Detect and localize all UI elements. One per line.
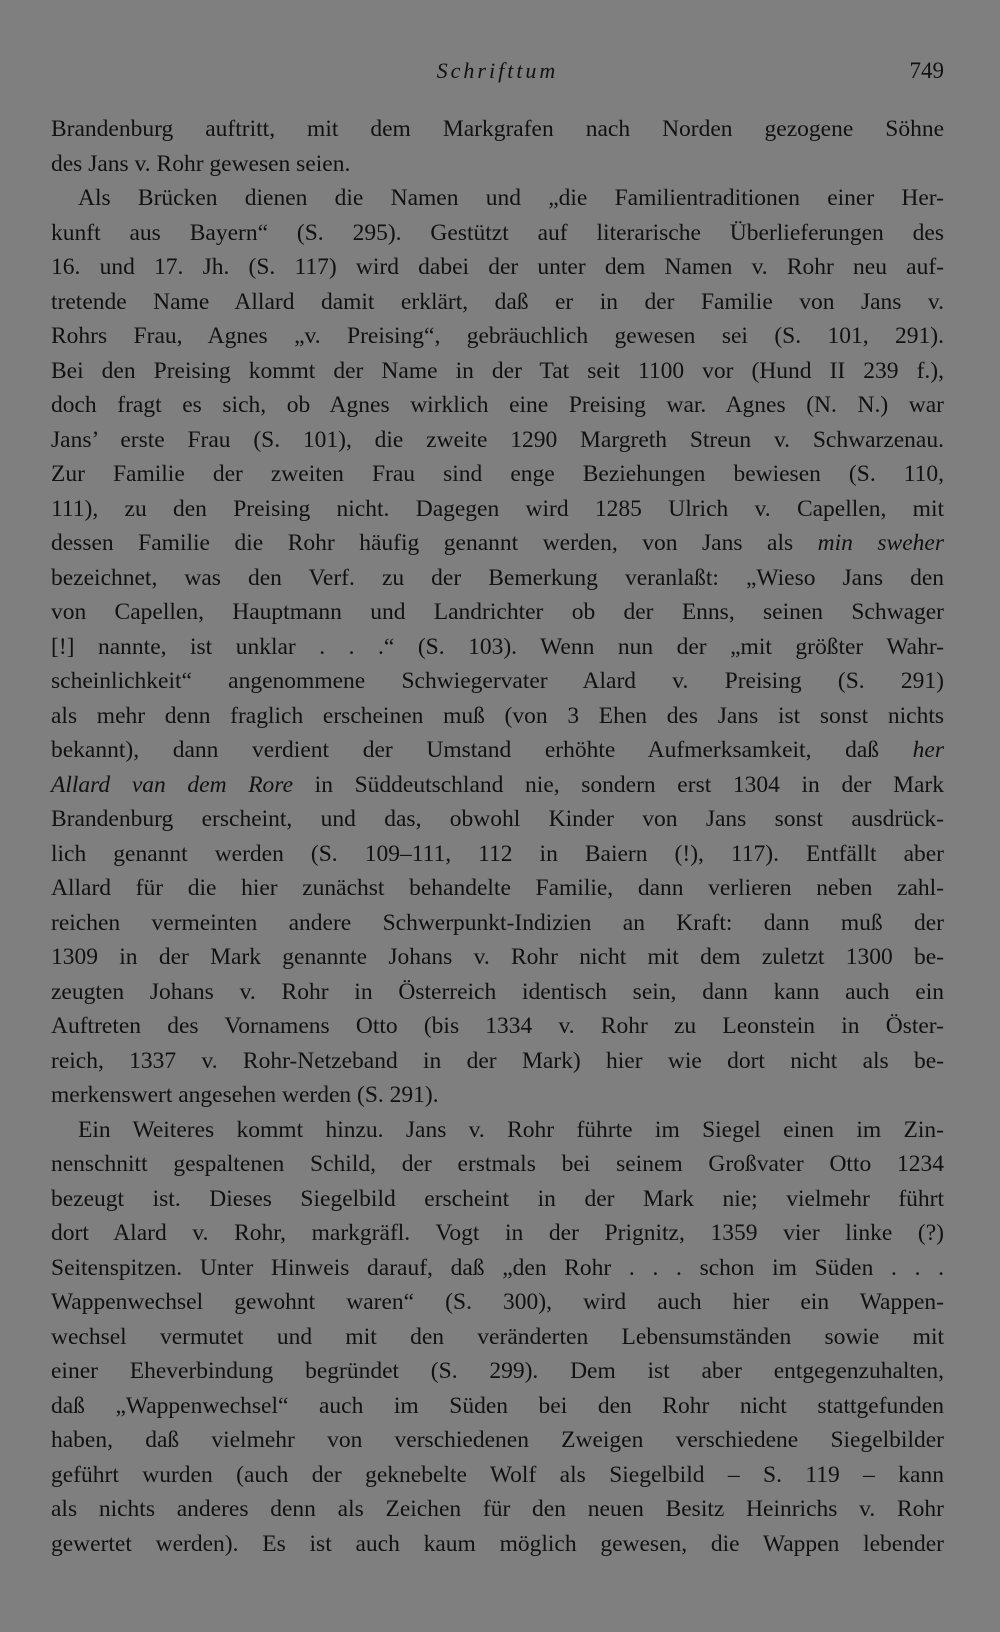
- text-line: wechsel vermutet und mit den veränderten Lebensumständen sowie mit: [51, 1323, 944, 1350]
- italic-segment: her: [912, 737, 944, 763]
- italic-segment: min sweher: [817, 530, 944, 556]
- text-line: merkenswert angesehen werden (S. 291).: [51, 1082, 439, 1108]
- text-line: zeugten Johans v. Rohr in Österreich identisch sein, dann kann auch ein: [51, 978, 944, 1005]
- text-line: bezeugt ist. Dieses Siegelbild erscheint in der Mark nie; vielmehr führt: [51, 1185, 944, 1212]
- text-line: reich, 1337 v. Rohr-Netzeband in der Mark) hier wie dort nicht als be-: [51, 1047, 944, 1074]
- text-line: von Capellen, Hauptmann und Landrichter ob der Enns, seinen Schwager: [51, 599, 944, 625]
- page-number: 749: [909, 58, 944, 83]
- text-line: Zur Familie der zweiten Frau sind enge Beziehungen bewiesen (S. 110,: [51, 461, 944, 487]
- page-header: [51, 58, 944, 90]
- text-line: scheinlichkeit“ angenommene Schwiegervater Alard v. Preising (S. 291): [51, 668, 944, 694]
- text-line: Seitenspitzen. Unter Hinweis darauf, daß „den Rohr . . . schon im Süden . . .: [51, 1254, 944, 1281]
- text-line: Rohrs Frau, Agnes „v. Preising“, gebräuchlich gewesen sei (S. 101, 291).: [51, 323, 944, 349]
- text-line: [51, 526, 944, 561]
- text-line: Ein Weiteres kommt hinzu. Jans v. Rohr führte im Siegel einen im Zin-: [78, 1116, 944, 1143]
- text-segment: in Süddeutschland nie, sondern erst 1304 in der Mark: [293, 771, 945, 798]
- italic-segment: Allard van dem Rore: [51, 771, 294, 798]
- text-line: 1309 in der Mark genannte Johans v. Rohr nicht mit dem zuletzt 1300 be-: [51, 944, 944, 970]
- text-line: doch fragt es sich, ob Agnes wirklich eine Preising war. Agnes (N. N.) war: [51, 392, 944, 418]
- text-line: des Jans v. Rohr gewesen seien.: [51, 150, 351, 177]
- body-text: [51, 112, 944, 1561]
- text-line: Wappenwechsel gewohnt waren“ (S. 300), wird auch hier ein Wappen-: [51, 1289, 944, 1315]
- text-line: Bei den Preising kommt der Name in der Tat seit 1100 vor (Hund II 239 f.),: [51, 357, 944, 384]
- text-segment: dessen Familie die Rohr häufig genannt werden, von Jans als: [51, 530, 818, 556]
- text-line: 16. und 17. Jh. (S. 117) wird dabei der unter dem Namen v. Rohr neu auf-: [51, 254, 944, 280]
- text-line: [51, 768, 944, 803]
- text-line: reichen vermeinten andere Schwerpunkt-Indizien an Kraft: dann muß der: [51, 909, 944, 936]
- running-head: Schrifttum: [436, 58, 559, 83]
- text-line: 111), zu den Preising nicht. Dagegen wird 1285 Ulrich v. Capellen, mit: [51, 495, 944, 522]
- text-line: Allard für die hier zunächst behandelte Familie, dann verlieren neben zahl-: [51, 875, 944, 901]
- text-line: gewertet werden). Es ist auch kaum möglich gewesen, die Wappen lebender: [51, 1530, 944, 1557]
- text-line: Brandenburg auftritt, mit dem Markgrafen nach Norden gezogene Söhne: [51, 116, 944, 142]
- text-line: [!] nannte, ist unklar . . .“ (S. 103). Wenn nun der „mit größter Wahr-: [51, 633, 944, 660]
- text-line: geführt wurden (auch der geknebelte Wolf als Siegelbild – S. 119 – kann: [51, 1461, 944, 1488]
- text-line: [51, 733, 944, 768]
- text-line: bezeichnet, was den Verf. zu der Bemerkung veranlaßt: „Wieso Jans den: [51, 564, 944, 591]
- text-line: Jans’ erste Frau (S. 101), die zweite 1290 Margreth Streun v. Schwarzenau.: [51, 426, 944, 453]
- text-line: haben, daß vielmehr von verschiedenen Zweigen verschiedene Siegelbilder: [51, 1427, 944, 1453]
- text-line: lich genannt werden (S. 109–111, 112 in Baiern (!), 117). Entfällt aber: [51, 840, 944, 867]
- text-line: daß „Wappenwechsel“ auch im Süden bei den Rohr nicht stattgefunden: [51, 1392, 944, 1419]
- text-line: als mehr denn fraglich erscheinen muß (von 3 Ehen des Jans ist sonst nichts: [51, 702, 944, 729]
- text-line: kunft aus Bayern“ (S. 295). Gestützt auf literarische Überlieferungen des: [51, 219, 944, 246]
- text-line: Auftreten des Vornamens Otto (bis 1334 v. Rohr zu Leonstein in Öster-: [51, 1013, 944, 1039]
- text-line: Als Brücken dienen die Namen und „die Familientraditionen einer Her-: [78, 185, 944, 211]
- text-line: einer Eheverbindung begründet (S. 299). Dem ist aber entgegenzuhalten,: [51, 1358, 944, 1384]
- text-line: als nichts anderes denn als Zeichen für den neuen Besitz Heinrichs v. Rohr: [51, 1496, 944, 1522]
- text-line: dort Alard v. Rohr, markgräfl. Vogt in der Prignitz, 1359 vier linke (?): [51, 1220, 944, 1246]
- text-segment: bekannt), dann verdient der Umstand erhöhte Aufmerksamkeit, daß: [51, 737, 913, 763]
- text-line: nenschnitt gespaltenen Schild, der erstmals bei seinem Großvater Otto 1234: [51, 1151, 944, 1177]
- text-line: Brandenburg erscheint, und das, obwohl Kinder von Jans sonst ausdrück-: [51, 806, 944, 832]
- text-line: tretende Name Allard damit erklärt, daß er in der Familie von Jans v.: [51, 288, 944, 315]
